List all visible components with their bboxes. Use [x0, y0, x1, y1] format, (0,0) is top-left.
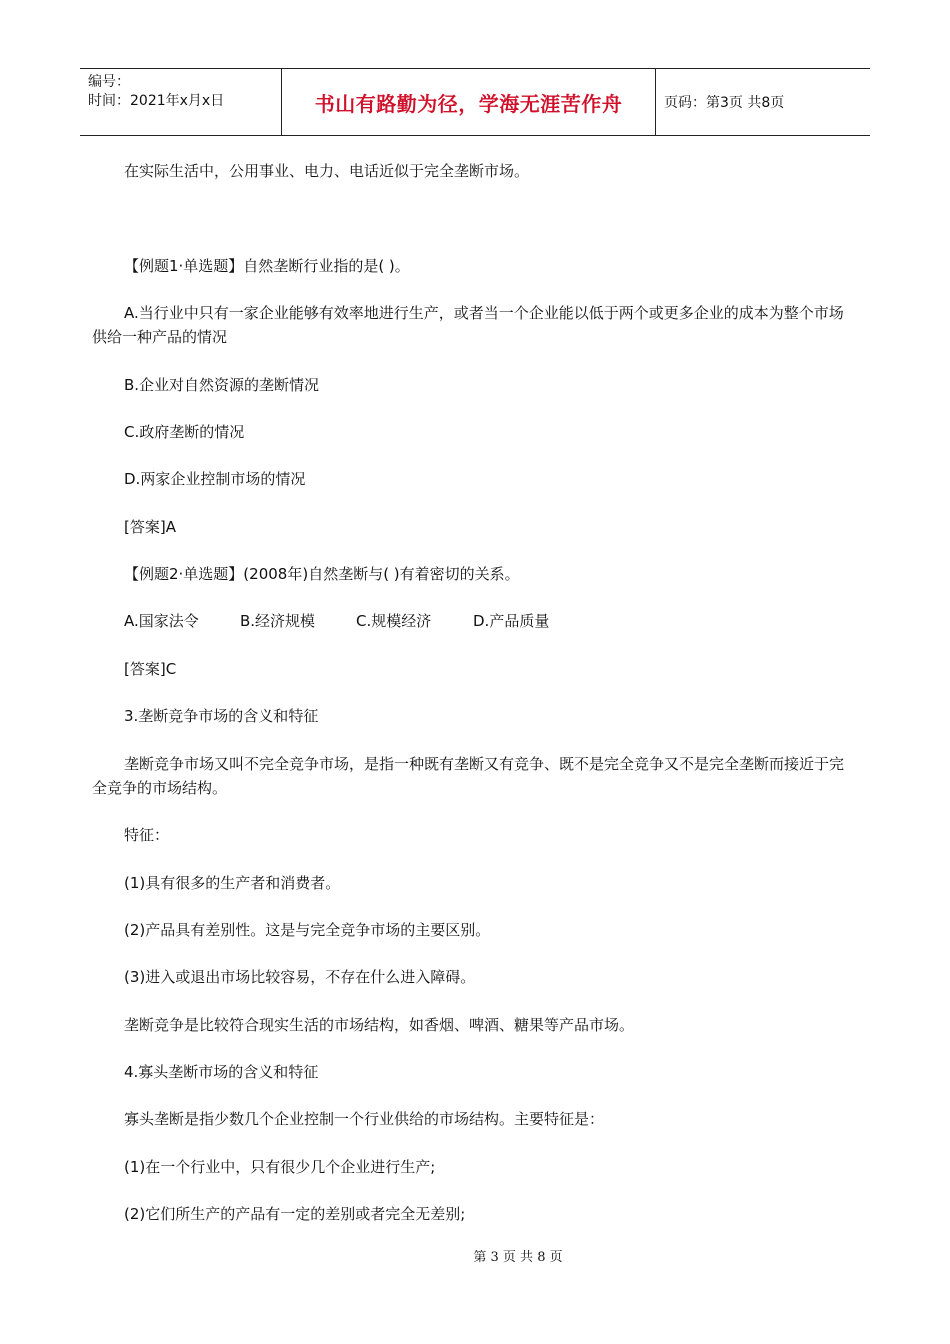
question-2-option-b: B.经济规模 — [240, 612, 316, 630]
answer-1: [答案]A — [124, 518, 176, 536]
feature-item: (3)进入或退出市场比较容易，不存在什么进入障碍。 — [124, 968, 476, 986]
feature-item: (2)产品具有差别性。这是与完全竞争市场的主要区别。 — [124, 921, 491, 939]
feature-item: (1)在一个行业中，只有很少几个企业进行生产; — [124, 1158, 436, 1176]
answer-2: [答案]C — [124, 660, 177, 678]
header-left-cell — [80, 69, 282, 135]
header-page-cell — [656, 69, 870, 135]
paragraph: 垄断竞争是比较符合现实生活的市场结构，如香烟、啤酒、糖果等产品市场。 — [124, 1016, 635, 1034]
question-2: 【例题2·单选题】(2008年)自然垄断与( )有着密切的关系。 — [124, 565, 520, 583]
question-2-options — [92, 609, 884, 633]
section-heading-3: 3.垄断竞争市场的含义和特征 — [124, 707, 319, 725]
question-1-option-b: B.企业对自然资源的垄断情况 — [124, 376, 320, 394]
time-label: 时间：2021年x月x日 — [88, 93, 225, 109]
page-footer: 第 3 页 共 8 页 — [473, 1250, 563, 1265]
page-header — [80, 68, 870, 136]
paragraph: 寡头垄断是指少数几个企业控制一个行业供给的市场结构。主要特征是： — [124, 1110, 605, 1128]
page-info: 页码：第3页 共8页 — [664, 95, 785, 111]
section-heading-4: 4.寡头垄断市场的含义和特征 — [124, 1063, 319, 1081]
motto-text: 书山有路勤为径，学海无涯苦作舟 — [314, 91, 623, 116]
number-label: 编号： — [88, 74, 130, 90]
question-2-option-c: C.规模经济 — [356, 612, 432, 630]
question-1-option-d: D.两家企业控制市场的情况 — [124, 470, 306, 488]
features-label: 特征： — [124, 826, 170, 844]
question-2-option-a: A.国家法令 — [124, 612, 199, 630]
question-2-option-d: D.产品质量 — [473, 612, 550, 630]
paragraph: 垄断竞争市场又叫不完全竞争市场，是指一种既有垄断又有竞争、既不是完全竞争又不是完全垄断而接近于完全竞争的市场结构。 — [92, 755, 845, 797]
feature-item: (1)具有很多的生产者和消费者。 — [124, 874, 341, 892]
paragraph: 在实际生活中，公用事业、电力、电话近似于完全垄断市场。 — [124, 162, 530, 180]
question-1-option-c: C.政府垄断的情况 — [124, 423, 245, 441]
header-motto-cell — [282, 69, 656, 135]
question-1-option-a: A.当行业中只有一家企业能够有效率地进行生产，或者当一个企业能以低于两个或更多企业的成本为整个市场供给一种产品的情况 — [92, 304, 844, 346]
question-1: 【例题1·单选题】自然垄断行业指的是( )。 — [124, 257, 410, 275]
feature-item: (2)它们所生产的产品有一定的差别或者完全无差别; — [124, 1205, 466, 1223]
